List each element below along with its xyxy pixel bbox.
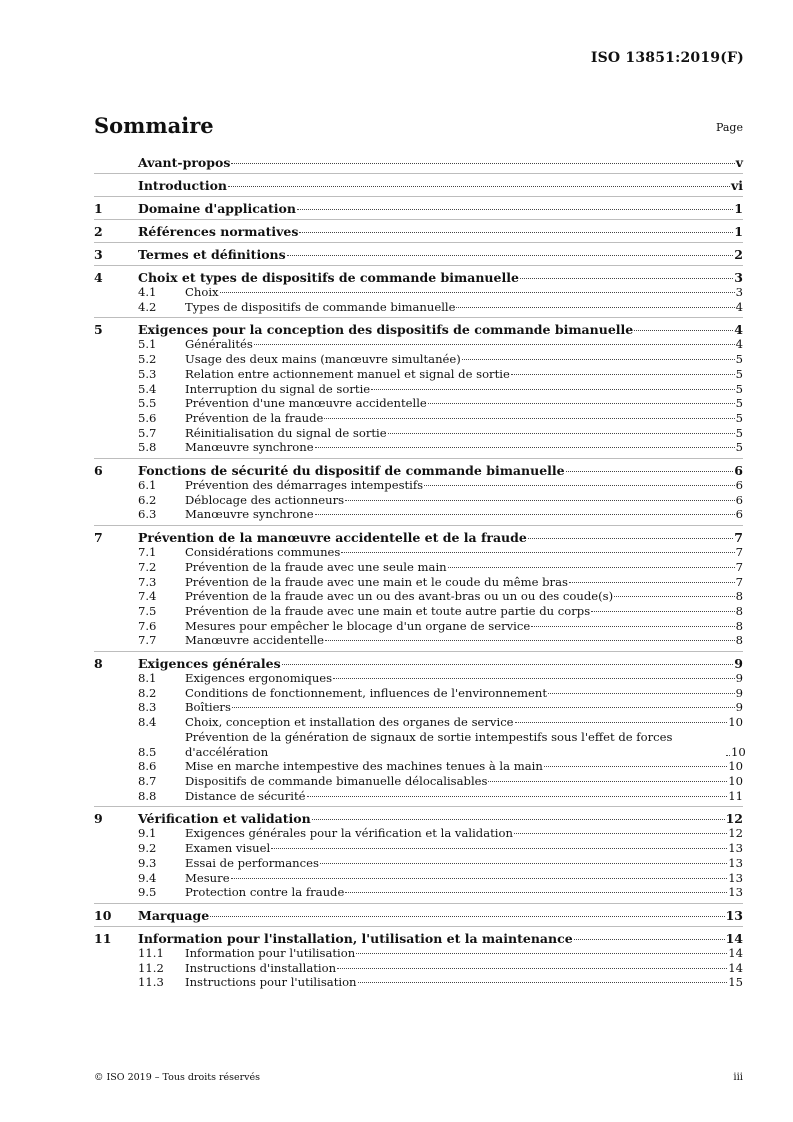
entry-page: 6 [735, 507, 743, 522]
entry-number: 4 [94, 270, 103, 285]
toc-entry[interactable] [94, 931, 743, 946]
section-divider [94, 219, 743, 220]
entry-label: Exigences ergonomiques [185, 671, 333, 686]
entry-label: Mesure [185, 870, 230, 885]
entry-label: Exigences générales pour la vérification et la validation [185, 826, 513, 841]
toc-subentry[interactable] [94, 826, 743, 841]
entry-page: 10 [728, 715, 743, 730]
dot-leader [325, 640, 735, 641]
dot-leader [287, 255, 734, 256]
dot-leader [424, 485, 734, 486]
toc-subentry[interactable] [94, 396, 743, 411]
entry-page: 12 [725, 811, 743, 827]
entry-label: Prévention de la fraude avec une seule main [185, 559, 447, 574]
entry-page: 5 [735, 425, 743, 440]
entry-label: Choix, conception et installation des organes de service [185, 715, 514, 730]
toc-subentry[interactable] [94, 426, 743, 441]
dot-leader [614, 596, 734, 597]
entry-page: 9 [735, 685, 743, 700]
entry-label: Domaine d'application [138, 201, 296, 216]
section-divider [94, 265, 743, 266]
page-number: iii [733, 1072, 743, 1083]
entry-number: 5 [94, 322, 103, 338]
toc-subentry[interactable] [94, 367, 743, 382]
entry-label: Avant-propos [138, 155, 231, 170]
dot-leader [511, 374, 735, 375]
entry-number: 8.4 [138, 715, 157, 730]
entry-number: 7.7 [138, 633, 157, 648]
toc-subentry[interactable] [94, 789, 743, 804]
entry-label: Mesures pour empêcher le blocage d'un organe de service [185, 618, 531, 633]
toc-subentry[interactable] [94, 774, 743, 789]
entry-page: 6 [735, 478, 743, 493]
toc-subentry[interactable] [94, 493, 743, 508]
toc-entry[interactable] [94, 463, 743, 478]
entry-label: Prévention de la fraude avec une main et le coude du même bras [185, 574, 568, 589]
entry-page: 6 [735, 492, 743, 507]
entry-label: Prévention de la fraude avec une main et toute autre partie du corps [185, 603, 591, 618]
dot-leader [574, 939, 725, 940]
entry-label: Instructions d'installation [185, 960, 337, 975]
toc-subentry[interactable] [94, 715, 743, 730]
toc-entry[interactable] [94, 322, 743, 337]
entry-number: 7 [94, 530, 103, 546]
dot-leader [515, 722, 728, 723]
toc-subentry[interactable] [94, 507, 743, 522]
dot-leader [388, 433, 735, 434]
dot-leader [356, 953, 727, 954]
entry-number: 1 [94, 201, 103, 216]
dot-leader [312, 819, 725, 820]
toc-subentry[interactable] [94, 604, 743, 619]
entry-page: v [735, 155, 743, 170]
entry-label: Choix [185, 285, 219, 299]
entry-label: Considérations communes [185, 545, 341, 560]
entry-label: Relation entre actionnement manuel et signal de sortie [185, 366, 510, 381]
dot-leader [520, 278, 733, 279]
toc-entry[interactable] [94, 178, 743, 193]
dot-leader [634, 330, 733, 331]
entry-label: Manœuvre accidentelle [185, 633, 324, 648]
entry-label: Prévention de la fraude [185, 410, 324, 425]
entry-number: 5.3 [138, 366, 157, 381]
entry-page: 14 [728, 960, 743, 975]
entry-label: Usage des deux mains (manœuvre simultanée) [185, 352, 461, 367]
document-code: ISO 13851:2019(F) [590, 50, 744, 66]
section-divider [94, 173, 743, 174]
entry-label: Vérification et validation [138, 811, 311, 827]
dot-leader [341, 552, 734, 553]
entry-label: Fonctions de sécurité du dispositif de commande bimanuelle [138, 463, 565, 479]
entry-page: 3 [735, 285, 743, 299]
dot-leader [428, 403, 735, 404]
entry-number: 3 [94, 247, 103, 262]
entry-label: Examen visuel [185, 841, 271, 856]
entry-page: 13 [728, 885, 743, 900]
dot-leader [566, 471, 734, 472]
entry-page: 5 [735, 440, 743, 455]
entry-label: Prévention de la manœuvre accidentelle et de la fraude [138, 530, 527, 546]
entry-number: 8.8 [138, 788, 157, 803]
entry-label: Marquage [138, 907, 210, 923]
toc-entry[interactable] [94, 201, 743, 216]
entry-label: Déblocage des actionneurs [185, 492, 345, 507]
entry-number: 11.2 [138, 960, 164, 975]
toc-subentry[interactable] [94, 975, 743, 990]
entry-page: 8 [735, 618, 743, 633]
page-column-label: Page [715, 121, 743, 134]
entry-label: Information pour l'utilisation [185, 945, 356, 960]
toc-subentry[interactable] [94, 545, 743, 560]
section-divider [94, 242, 743, 243]
dot-leader [297, 209, 733, 210]
dot-leader [488, 781, 727, 782]
entry-number: 7.1 [138, 545, 157, 560]
toc-subentry[interactable] [94, 633, 743, 648]
entry-label: Prévention des démarrages intempestifs [185, 478, 424, 493]
entry-page: 1 [734, 201, 743, 216]
entry-page: 14 [728, 945, 743, 960]
toc-subentry[interactable] [94, 352, 743, 367]
dot-leader [345, 500, 735, 501]
copyright-notice: © ISO 2019 – Tous droits réservés [94, 1072, 261, 1083]
section-divider [94, 926, 743, 927]
entry-page: 4 [735, 337, 743, 352]
dot-leader [271, 848, 727, 849]
entry-page: 9 [734, 656, 743, 672]
entry-page: 15 [728, 975, 743, 990]
dot-leader [528, 538, 733, 539]
entry-number: 5.1 [138, 337, 157, 352]
entry-number: 9.5 [138, 885, 157, 900]
entry-page: 8 [735, 589, 743, 604]
entry-number: 7.3 [138, 574, 157, 589]
entry-page: 8 [735, 633, 743, 648]
dot-leader [210, 916, 724, 917]
entry-page: 5 [735, 396, 743, 411]
section-divider [94, 903, 743, 904]
entry-label: Prévention d'une manœuvre accidentelle [185, 396, 427, 411]
table-of-contents [94, 155, 746, 990]
dot-leader [232, 707, 735, 708]
page-title: Sommaire [94, 113, 214, 138]
entry-number: 9.4 [138, 870, 157, 885]
entry-page: 12 [728, 826, 743, 841]
entry-number: 10 [94, 907, 112, 923]
entry-label: Conditions de fonctionnement, influences de l'environnement [185, 685, 548, 700]
dot-leader [315, 514, 735, 515]
entry-label: Dispositifs de commande bimanuelle délocalisables [185, 773, 488, 788]
section-divider [94, 196, 743, 197]
entry-page: 7 [735, 574, 743, 589]
entry-number: 8.2 [138, 685, 157, 700]
entry-page: 5 [735, 352, 743, 367]
entry-number: 9.2 [138, 841, 157, 856]
dot-leader [448, 567, 735, 568]
entry-page: 11 [728, 788, 743, 803]
entry-number: 6.3 [138, 507, 157, 522]
toc-subentry[interactable] [94, 478, 743, 493]
entry-number: 9.1 [138, 826, 157, 841]
toc-subentry[interactable] [94, 575, 743, 590]
entry-label: Instructions pour l'utilisation [185, 975, 357, 990]
dot-leader [228, 186, 730, 187]
entry-page: 4 [735, 299, 743, 314]
entry-label: Types de dispositifs de commande bimanuelle [185, 299, 456, 314]
entry-label: Interruption du signal de sortie [185, 381, 371, 396]
dot-leader [531, 626, 734, 627]
dot-leader [569, 582, 735, 583]
dot-leader [462, 359, 735, 360]
entry-label: Introduction [138, 178, 228, 193]
entry-label: Références normatives [138, 224, 299, 239]
dot-leader [254, 344, 735, 345]
entry-label: Information pour l'installation, l'utilisation et la maintenance [138, 930, 573, 946]
toc-entry[interactable] [94, 811, 743, 826]
entry-label: Prévention de la fraude avec un ou des avant-bras ou un ou des coude(s) [185, 589, 614, 604]
entry-number: 9 [94, 811, 103, 827]
toc-entry[interactable] [94, 908, 743, 923]
dot-leader [307, 796, 728, 797]
section-divider [94, 651, 743, 652]
entry-page: 4 [734, 322, 743, 338]
toc-subentry[interactable] [94, 619, 743, 634]
section-divider [94, 317, 743, 318]
toc-subentry[interactable] [94, 411, 743, 426]
dot-leader [333, 678, 735, 679]
toc-subentry[interactable] [94, 589, 743, 604]
entry-label: Manœuvre synchrone [185, 507, 314, 522]
entry-page: 8 [735, 603, 743, 618]
toc-subentry[interactable] [94, 946, 743, 961]
toc-subentry[interactable] [94, 285, 743, 300]
entry-page: 9 [735, 700, 743, 715]
entry-number: 8.1 [138, 671, 157, 686]
toc-subentry[interactable] [94, 841, 743, 856]
entry-page: 5 [735, 381, 743, 396]
entry-label: Choix et types de dispositifs de commande bimanuelle [138, 270, 519, 285]
entry-label: Termes et définitions [138, 247, 286, 262]
entry-number: 5.4 [138, 381, 157, 396]
entry-label: Manœuvre synchrone [185, 440, 314, 455]
entry-number: 8 [94, 656, 103, 672]
entry-number: 11.1 [138, 945, 164, 960]
toc-subentry[interactable] [94, 856, 743, 871]
entry-page: 10 [728, 759, 743, 774]
toc-subentry[interactable] [94, 382, 743, 397]
section-divider [94, 458, 743, 459]
dot-leader [337, 968, 727, 969]
toc-subentry[interactable] [94, 759, 743, 774]
entry-label: Protection contre la fraude [185, 885, 345, 900]
entry-number: 7.5 [138, 603, 157, 618]
entry-number: 8.7 [138, 773, 157, 788]
entry-label: Généralités [185, 337, 253, 352]
dot-leader [345, 892, 727, 893]
entry-page: vi [730, 178, 743, 193]
entry-number: 6.1 [138, 478, 157, 493]
dot-leader [320, 863, 727, 864]
entry-number: 5.2 [138, 352, 157, 367]
toc-subentry[interactable] [94, 686, 743, 701]
dot-leader [324, 418, 734, 419]
entry-number: 4.2 [138, 299, 157, 314]
toc-entry[interactable] [94, 270, 743, 285]
entry-number: 5.8 [138, 440, 157, 455]
dot-leader [371, 389, 734, 390]
entry-page: 13 [728, 870, 743, 885]
entry-page: 6 [734, 463, 743, 479]
toc-entry[interactable] [94, 155, 743, 170]
dot-leader [220, 292, 735, 293]
entry-number: 9.3 [138, 855, 157, 870]
dot-leader [548, 693, 735, 694]
entry-page: 9 [735, 671, 743, 686]
toc-subentry[interactable] [94, 885, 743, 900]
entry-label: Prévention de la génération de signaux de sortie intempestifs sous l'effet de forces d'accélération [185, 729, 673, 759]
entry-number: 6.2 [138, 492, 157, 507]
toc-entry[interactable] [94, 530, 743, 545]
dot-leader [315, 447, 735, 448]
entry-number: 7.4 [138, 589, 157, 604]
dot-leader [514, 833, 727, 834]
entry-label: Réinitialisation du signal de sortie [185, 425, 387, 440]
toc-subentry[interactable] [94, 671, 743, 686]
entry-number: 5.5 [138, 396, 157, 411]
entry-number: 2 [94, 224, 103, 239]
entry-page: 14 [725, 930, 743, 946]
section-divider [94, 806, 743, 807]
entry-page: 13 [725, 907, 743, 923]
entry-number: 8.5 [138, 744, 157, 759]
entry-page: 2 [734, 247, 743, 262]
entry-number: 11 [94, 930, 112, 946]
dot-leader [591, 611, 734, 612]
entry-page: 5 [735, 410, 743, 425]
toc-subentry[interactable] [94, 700, 743, 715]
toc-entry[interactable] [94, 247, 743, 262]
entry-page: 10 [731, 744, 746, 759]
entry-page: 7 [734, 530, 743, 546]
dot-leader [544, 766, 727, 767]
entry-page: 3 [734, 270, 743, 285]
section-divider [94, 525, 743, 526]
dot-leader [299, 232, 733, 233]
toc-subentry[interactable] [94, 300, 743, 315]
entry-page: 7 [735, 559, 743, 574]
entry-number: 8.3 [138, 700, 157, 715]
entry-number: 7.6 [138, 618, 157, 633]
toc-subentry[interactable] [94, 729, 746, 759]
entry-label: Boîtiers [185, 700, 231, 715]
entry-number: 8.6 [138, 759, 157, 774]
dot-leader [726, 755, 730, 756]
entry-page: 7 [735, 545, 743, 560]
entry-label: Distance de sécurité [185, 788, 306, 803]
entry-page: 5 [735, 366, 743, 381]
entry-label: Exigences générales [138, 656, 281, 672]
entry-page: 13 [728, 841, 743, 856]
entry-label: Exigences pour la conception des dispositifs de commande bimanuelle [138, 322, 634, 338]
entry-page: 13 [728, 855, 743, 870]
toc-subentry[interactable] [94, 337, 743, 352]
entry-number: 4.1 [138, 285, 157, 299]
dot-leader [358, 982, 728, 983]
dot-leader [456, 307, 734, 308]
toc-entry[interactable] [94, 224, 743, 239]
entry-page: 1 [734, 224, 743, 239]
entry-number: 11.3 [138, 975, 164, 990]
dot-leader [231, 878, 728, 879]
toc-entry[interactable] [94, 656, 743, 671]
dot-leader [282, 664, 734, 665]
dot-leader [231, 163, 734, 164]
toc-subentry[interactable] [94, 871, 743, 886]
entry-number: 5.6 [138, 410, 157, 425]
entry-number: 7.2 [138, 559, 157, 574]
toc-subentry[interactable] [94, 560, 743, 575]
entry-page: 10 [728, 773, 743, 788]
entry-label: Mise en marche intempestive des machines tenues à la main [185, 759, 543, 774]
entry-number: 6 [94, 463, 103, 479]
toc-subentry[interactable] [94, 961, 743, 976]
toc-subentry[interactable] [94, 440, 743, 455]
entry-label: Essai de performances [185, 855, 319, 870]
entry-number: 5.7 [138, 425, 157, 440]
